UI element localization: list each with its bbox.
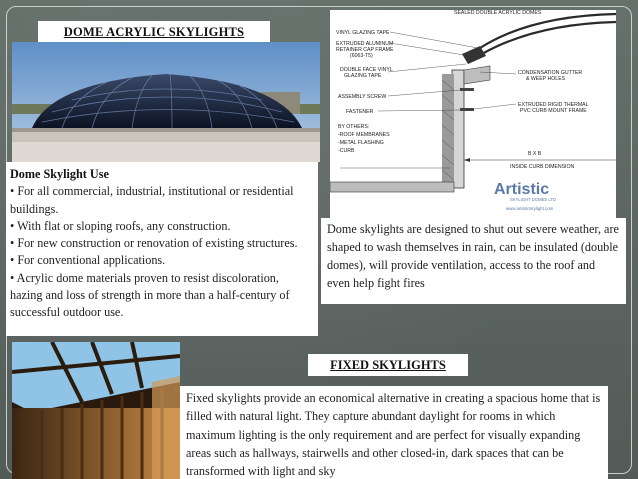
diagram-label: (6063-T5) bbox=[350, 53, 373, 59]
dome-use-bullet: • With flat or sloping roofs, any construction. bbox=[10, 218, 231, 233]
fixed-description: Fixed skylights provide an economical alternative in creating a spacious home that is filled with natural light. They capture abundant daylight for rooms in which maximum lighting is the only requirement and are perfect for visually expanding areas such as hallways, stairwells and other closed-in, dark spaces that can be transformed with light and sky bbox=[180, 386, 608, 479]
diagram-label: RETAINER CAP FRAME bbox=[336, 47, 394, 53]
diagram-label: EXTRUDED RIGID THERMAL bbox=[518, 102, 589, 108]
diagram-label: FASTENER bbox=[346, 109, 374, 115]
dome-use-heading: Dome Skylight Use bbox=[10, 167, 109, 181]
diagram-label: -CURB bbox=[338, 148, 355, 154]
dome-use-bullet: • For new construction or renovation of existing structures. bbox=[10, 236, 298, 251]
diagram-label: INSIDE CURB DIMENSION bbox=[510, 164, 575, 170]
diagram-label: CONDENSATION GUTTER bbox=[518, 70, 583, 76]
fixed-section-title: FIXED SKYLIGHTS bbox=[308, 354, 468, 376]
diagram-label: ASSEMBLY SCREW bbox=[338, 94, 387, 100]
artistic-logo: Artistic bbox=[494, 181, 550, 198]
diagram-label: DOUBLE FACE VINYL bbox=[340, 67, 393, 73]
diagram-label: -ROOF MEMBRANES bbox=[338, 132, 390, 138]
diagram-label: VINYL GLAZING TAPE bbox=[336, 30, 390, 36]
skylight-section-diagram bbox=[330, 10, 616, 220]
dome-use-text-block bbox=[6, 162, 318, 336]
diagram-label: -METAL FLASHING bbox=[338, 140, 384, 146]
artistic-logo-url: www.artisticskylight.com bbox=[506, 206, 554, 211]
dome-section-title: DOME ACRYLIC SKYLIGHTS bbox=[38, 21, 270, 43]
artistic-logo-subtitle: SKYLIGHT DOMES LTD bbox=[510, 197, 556, 202]
diagram-dimension-label: B X B bbox=[528, 151, 542, 157]
diagram-label: PVC CURB MOUNT FRAME bbox=[520, 108, 587, 114]
dome-use-bullet: • Acrylic dome materials proven to resist discoloration, hazing and loss of strength in more than a half-century of successful outdoor use. bbox=[10, 270, 290, 320]
dome-description: Dome skylights are designed to shut out severe weather, are shaped to wash themselves in rain, can be insulated (double domes), will provide ventilation, access to the roof and even help fight fires bbox=[321, 218, 626, 304]
diagram-label: BY OTHERS: bbox=[338, 124, 370, 130]
dome-skylight-photo bbox=[12, 42, 320, 162]
diagram-label: GLAZING TAPE bbox=[344, 73, 382, 79]
dome-use-bullet: • For all commercial, industrial, institutional or residential buildings. bbox=[10, 184, 294, 216]
fixed-skylight-photo bbox=[12, 342, 180, 479]
diagram-label: SEALED DOUBLE ACRYLIC DOMES bbox=[454, 10, 542, 16]
dome-use-bullet: • For conventional applications. bbox=[10, 253, 166, 268]
diagram-label: EXTRUDED ALUMINUM bbox=[336, 41, 394, 47]
diagram-label: & WEEP HOLES bbox=[526, 76, 566, 82]
